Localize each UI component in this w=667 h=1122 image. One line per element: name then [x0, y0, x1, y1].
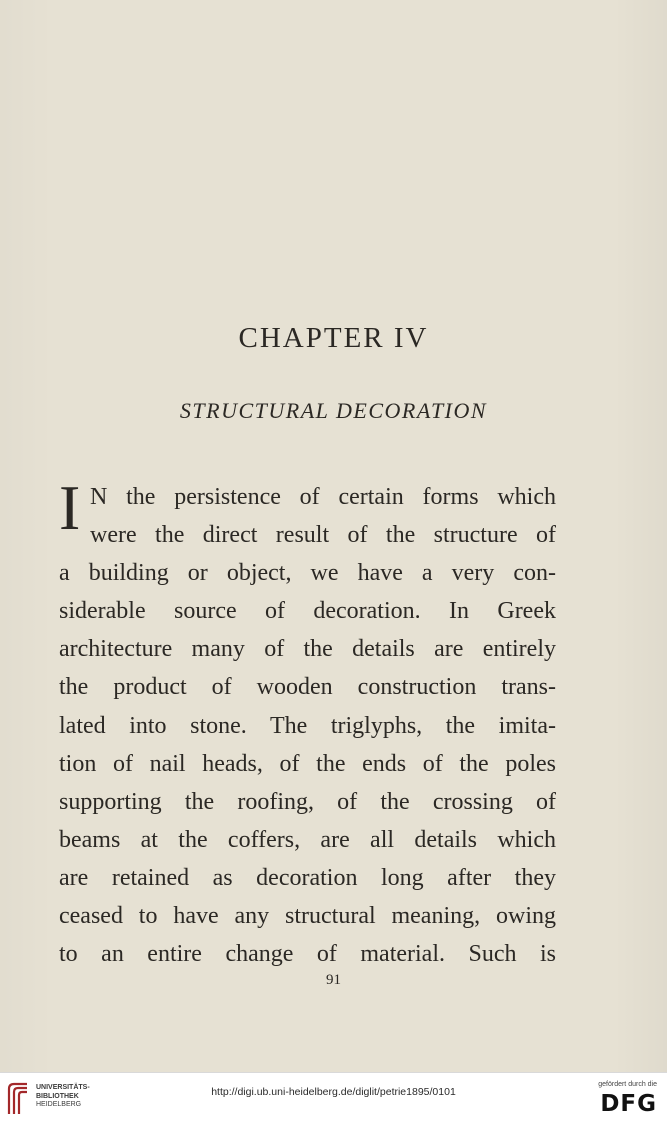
- text-line: lated into stone. The triglyphs, the imita-: [59, 712, 556, 739]
- funded-by-label: gefördert durch die: [598, 1081, 657, 1088]
- drop-cap: I: [59, 472, 81, 543]
- viewer-footer: [0, 1072, 667, 1122]
- text-line: were the direct result of the structure of: [90, 522, 556, 549]
- body-paragraph: [59, 472, 556, 973]
- text-line: to an entire change of material. Such is: [59, 941, 556, 968]
- dfg-logo[interactable]: DFG: [600, 1091, 657, 1117]
- text-line: beams at the coffers, are all details which: [59, 826, 556, 853]
- text-line: architecture many of the details are entirely: [59, 636, 556, 663]
- chapter-subtitle: STRUCTURAL DECORATION: [179, 398, 488, 423]
- text-line: ceased to have any structural meaning, owing: [59, 903, 556, 930]
- text-line: tion of nail heads, of the ends of the poles: [59, 750, 556, 777]
- library-name-line: UNIVERSITÄTS-: [36, 1084, 90, 1091]
- text-line: N the persistence of certain forms which: [90, 484, 556, 510]
- page-number: 91: [326, 972, 341, 988]
- text-line: a building or object, we have a very con-: [59, 560, 556, 587]
- library-name-line: HEIDELBERG: [36, 1101, 82, 1108]
- library-name-line: BIBLIOTHEK: [36, 1092, 79, 1100]
- text-line: siderable source of decoration. In Greek: [59, 598, 556, 625]
- text-line: are retained as decoration long after they: [59, 864, 556, 891]
- permalink-url[interactable]: http://digi.ub.uni-heidelberg.de/diglit/petrie1895/0101: [211, 1086, 456, 1098]
- chapter-title: CHAPTER IV: [238, 322, 429, 354]
- text-line: supporting the roofing, of the crossing of: [59, 788, 556, 815]
- text-line: the product of wooden construction trans-: [59, 674, 556, 701]
